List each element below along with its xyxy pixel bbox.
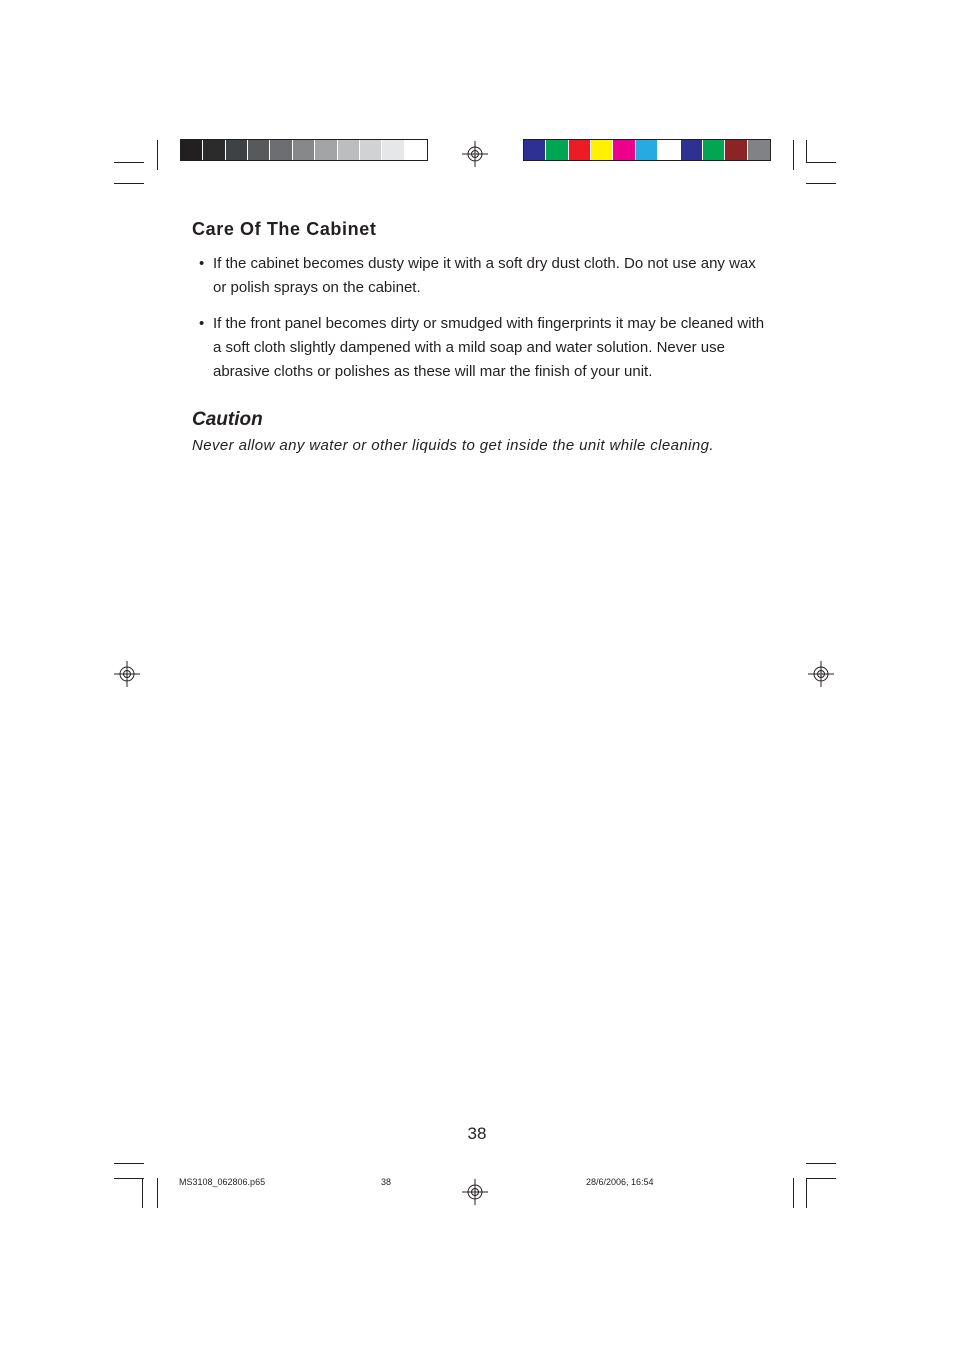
crop-mark [114,162,144,163]
color-swatch [315,140,337,160]
color-swatch [248,140,270,160]
color-swatch [569,140,591,160]
care-instructions-list [192,252,772,396]
color-swatch [591,140,613,160]
section-title: Care Of The Cabinet [192,219,377,239]
caution-text: Never allow any water or other liquids to get inside the unit while cleaning. [192,437,714,454]
color-swatch [360,140,382,160]
crop-mark [806,140,807,163]
list-item [192,252,772,300]
color-swatch [658,140,680,160]
color-swatch [293,140,315,160]
color-swatch [338,140,360,160]
color-swatch [524,140,546,160]
crop-mark [157,140,158,170]
list-item-text: If the front panel becomes dirty or smudged with fingerprints it may be cleaned with a soft cloth slightly dampened with a mild soap and water solution. Never use abrasive cloths or polishes as these will mar the finish of your unit. [213,315,765,380]
crop-mark [806,162,836,163]
crop-mark [114,183,144,184]
footer-filename: MS3108_062806.p65 [179,1177,266,1187]
grayscale-color-bar [180,139,428,161]
color-swatch [703,140,725,160]
registration-mark-icon [462,1179,488,1205]
bullet-icon: • [199,315,205,332]
footer-page: 38 [381,1177,392,1187]
color-swatch [636,140,658,160]
color-swatch [748,140,770,160]
registration-mark-icon [808,661,834,687]
crop-mark [806,183,836,184]
color-swatch [181,140,203,160]
crop-mark [114,1178,144,1179]
bullet-icon: • [199,255,205,272]
crop-mark [806,1178,807,1208]
color-swatch [203,140,225,160]
color-swatch [226,140,248,160]
crop-mark [806,1163,836,1164]
caution-heading: Caution [192,409,263,430]
crop-mark [793,140,794,170]
list-item [192,312,772,384]
footer-timestamp: 28/6/2006, 16:54 [586,1177,654,1187]
process-color-bar [523,139,771,161]
color-swatch [270,140,292,160]
crop-mark [806,1178,836,1179]
crop-mark [793,1178,794,1208]
color-swatch [546,140,568,160]
registration-mark-icon [462,141,488,167]
crop-mark [142,1178,143,1208]
crop-mark [157,1178,158,1208]
crop-mark [114,1163,144,1164]
color-swatch [382,140,404,160]
color-swatch [681,140,703,160]
registration-mark-icon [114,661,140,687]
color-swatch [725,140,747,160]
color-swatch [613,140,635,160]
color-swatch [405,140,427,160]
page-number: 38 [467,1124,487,1143]
list-item-text: If the cabinet becomes dusty wipe it with a soft dry dust cloth. Do not use any wax or polish sprays on the cabinet. [213,255,756,296]
